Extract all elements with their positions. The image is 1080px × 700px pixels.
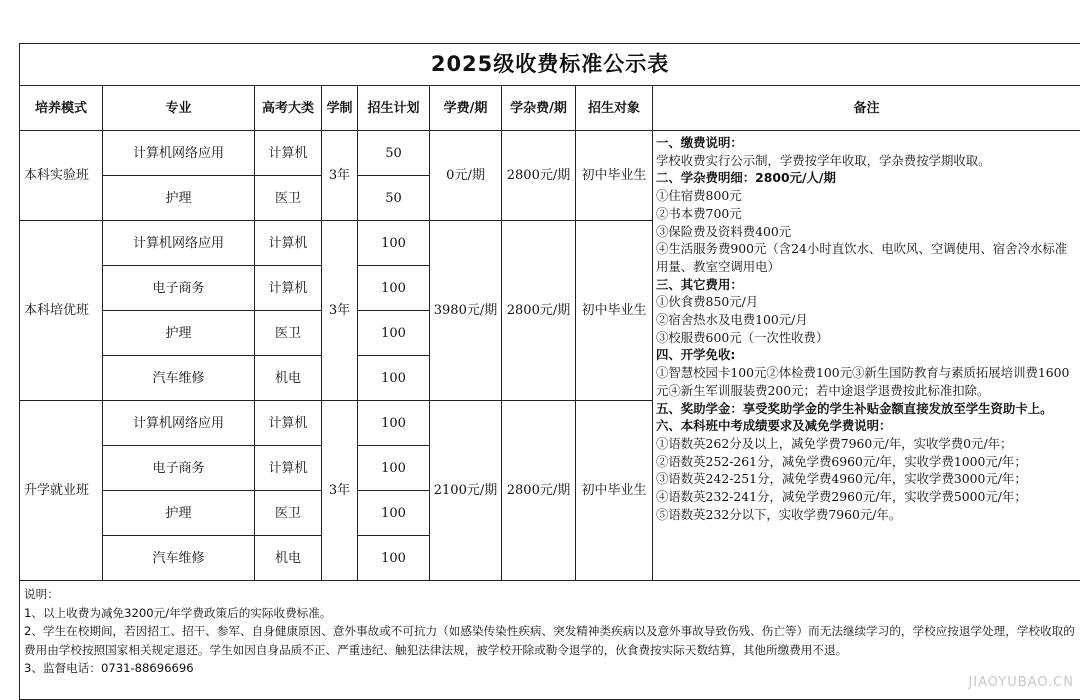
note-line: 说明： (24, 585, 1076, 604)
exam-category-cell: 机电 (255, 536, 322, 581)
remarks-section-heading: 三、其它费用： (656, 276, 1076, 294)
enrollment-plan-cell: 100 (358, 446, 430, 491)
page-title: 2025级收费标准公示表 (20, 44, 1080, 86)
column-header: 专业 (103, 86, 255, 131)
remarks-line: ①伙食费850元/月 (656, 293, 1076, 311)
remarks-section-heading: 六、本科班中考成绩要求及减免学费说明： (656, 417, 1076, 435)
enrollment-plan-cell: 100 (358, 356, 430, 401)
major-cell: 汽车维修 (103, 536, 255, 581)
remarks-line: ④生活服务费900元（含24小时直饮水、电吹风、空调使用、宿舍冷水标准用量、教室空调用电） (656, 240, 1076, 275)
column-header: 招生计划 (358, 86, 430, 131)
watermark: JIAOYUBAO.CN (968, 675, 1074, 690)
enrollment-plan-cell: 50 (358, 131, 430, 176)
major-cell: 计算机网络应用 (103, 131, 255, 176)
major-cell: 汽车维修 (103, 356, 255, 401)
training-mode-cell: 本科培优班 (20, 221, 103, 401)
duration-cell: 3年 (322, 401, 358, 581)
major-cell: 护理 (103, 311, 255, 356)
exam-category-cell: 计算机 (255, 446, 322, 491)
remarks-section-heading: 五、奖助学金：享受奖助学金的学生补贴金额直接发放至学生资助卡上。 (656, 400, 1076, 418)
exam-category-cell: 计算机 (255, 266, 322, 311)
table-row (20, 131, 1080, 176)
note-line: 2、学生在校期间，若因招工、招干、参军、自身健康原因、意外事故或不可抗力（如感染传染性疾病、突发精神类疾病以及意外事故导致伤残、伤亡等）而无法继续学习的，学校应按退学处理，学校收取的费用由学校按照国家相关规定退还。学生如因自身品质不正、严重违纪、触犯法律法规，被学校开除或勒令退学的，伙食费按实际天数结算，其他所缴费用不退。 (24, 622, 1076, 659)
training-mode-cell: 升学就业班 (20, 401, 103, 581)
enrollment-target-cell: 初中毕业生 (576, 401, 653, 581)
column-header: 备注 (653, 86, 1080, 131)
enrollment-target-cell: 初中毕业生 (576, 221, 653, 401)
remarks-section-heading: 一、缴费说明： (656, 134, 1076, 152)
enrollment-plan-cell: 100 (358, 311, 430, 356)
fee-table (19, 43, 1080, 700)
training-mode-cell: 本科实验班 (20, 131, 103, 221)
enrollment-plan-cell: 100 (358, 536, 430, 581)
exam-category-cell: 计算机 (255, 401, 322, 446)
remarks-line: 学校收费实行公示制，学费按学年收取，学杂费按学期收取。 (656, 152, 1076, 170)
major-cell: 护理 (103, 491, 255, 536)
misc-fee-cell: 2800元/期 (502, 131, 576, 221)
remarks-line: ④语数英232-241分，减免学费2960元/年，实收学费5000元/年； (656, 488, 1076, 506)
major-cell: 护理 (103, 176, 255, 221)
exam-category-cell: 计算机 (255, 221, 322, 266)
major-cell: 电子商务 (103, 266, 255, 311)
tuition-cell: 3980元/期 (430, 221, 502, 401)
remarks-line: ②书本费700元 (656, 205, 1076, 223)
misc-fee-cell: 2800元/期 (502, 221, 576, 401)
remarks-line: ①语数英262分及以上，减免学费7960元/年，实收学费0元/年； (656, 435, 1076, 453)
remarks-line: ③校服费600元（一次性收费） (656, 329, 1076, 347)
remarks-line: ③保险费及资料费400元 (656, 223, 1076, 241)
tuition-cell: 0元/期 (430, 131, 502, 221)
column-header: 培养模式 (20, 86, 103, 131)
enrollment-plan-cell: 100 (358, 266, 430, 311)
misc-fee-cell: 2800元/期 (502, 401, 576, 581)
major-cell: 计算机网络应用 (103, 221, 255, 266)
note-line: 3、监督电话：0731-88696696 (24, 659, 1076, 678)
duration-cell: 3年 (322, 131, 358, 221)
remarks-line: ②语数英252-261分，减免学费6960元/年，实收学费1000元/年； (656, 453, 1076, 471)
remarks-section-heading: 四、开学免收: (656, 346, 1076, 364)
duration-cell: 3年 (322, 221, 358, 401)
column-header: 招生对象 (576, 86, 653, 131)
tuition-cell: 2100元/期 (430, 401, 502, 581)
exam-category-cell: 计算机 (255, 131, 322, 176)
enrollment-plan-cell: 100 (358, 221, 430, 266)
exam-category-cell: 医卫 (255, 491, 322, 536)
remarks-line: ②宿舍热水及电费100元/月 (656, 311, 1076, 329)
remarks-line: ⑤语数英232分以下，实收学费7960元/年。 (656, 506, 1076, 524)
exam-category-cell: 医卫 (255, 176, 322, 221)
notes-row (20, 581, 1080, 700)
notes-cell (20, 581, 1080, 700)
exam-category-cell: 机电 (255, 356, 322, 401)
column-header: 学杂费/期 (502, 86, 576, 131)
column-header: 学费/期 (430, 86, 502, 131)
note-line: 1、以上收费为减免3200元/年学费政策后的实际收费标准。 (24, 604, 1076, 623)
enrollment-plan-cell: 100 (358, 401, 430, 446)
column-header: 学制 (322, 86, 358, 131)
enrollment-plan-cell: 100 (358, 491, 430, 536)
enrollment-target-cell: 初中毕业生 (576, 131, 653, 221)
remarks-line: ③语数英242-251分，减免学费4960元/年，实收学费3000元/年； (656, 470, 1076, 488)
enrollment-plan-cell: 50 (358, 176, 430, 221)
remarks-section-heading: 二、学杂费明细：2800元/人/期 (656, 169, 1076, 187)
major-cell: 计算机网络应用 (103, 401, 255, 446)
remarks-line: ①智慧校园卡100元②体检费100元③新生国防教育与素质拓展培训费1600元④新生军训服装费200元；若中途退学退费按此标准扣除。 (656, 364, 1076, 399)
remarks-cell (653, 131, 1080, 581)
major-cell: 电子商务 (103, 446, 255, 491)
remarks-line: ①住宿费800元 (656, 187, 1076, 205)
exam-category-cell: 医卫 (255, 311, 322, 356)
column-header: 高考大类 (255, 86, 322, 131)
